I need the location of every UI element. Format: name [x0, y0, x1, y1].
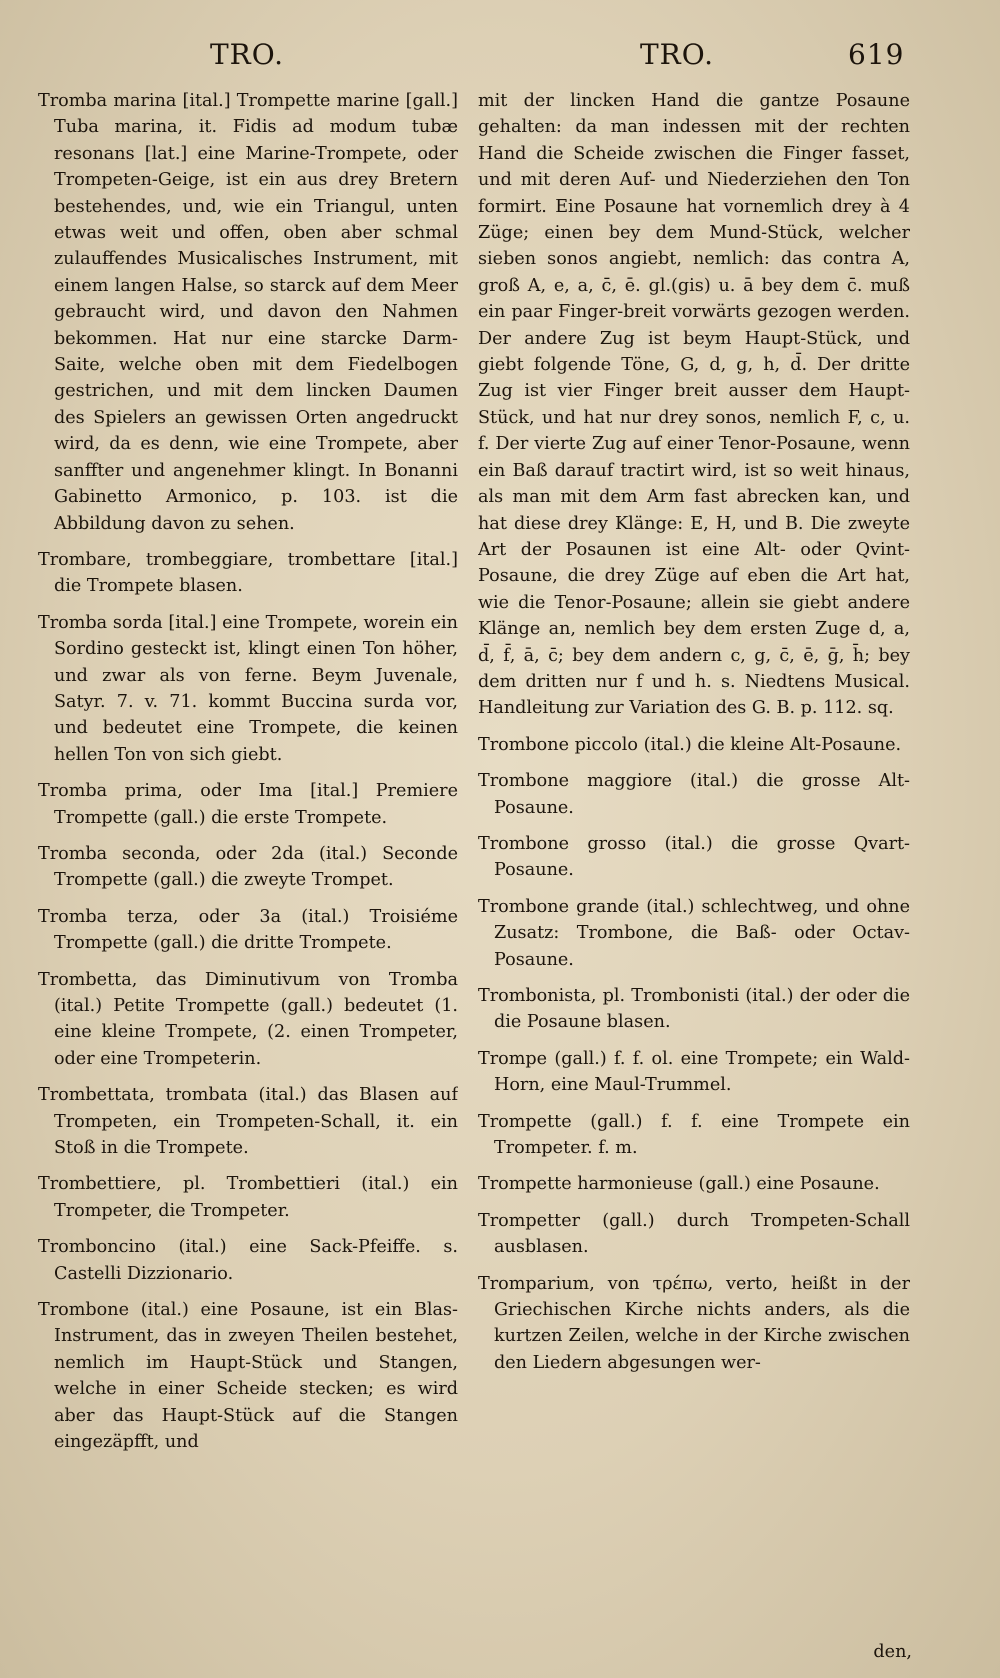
entry-tromba-marina: Tromba marina [ital.] Trompette marine [gall.] Tuba marina, it. Fidis ad modum tubæ resonans [lat.] eine Marine-Trompete, oder Trompeten-Geige, ist ein aus drey Bretern bestehendes, und, wie ein Triangul, unten etwas weit und offen, oben aber schmal zulauffendes Musicalisches Instrument, mit einem langen Halse, so starck auf dem Meer gebraucht wird, und davon den Nahmen bekommen. Hat nur eine starcke Darm-Saite, welche oben mit dem Fiedelbogen gestrichen, und mit dem lincken Daumen des Spielers an gewissen Orten angedruckt wird, da es denn, wie eine Trompete, aber sanffter und angenehmer klingt. In Bonanni Gabinetto Armonico, p. 103. ist die Abbildung davon zu sehen.	[38, 91, 458, 534]
running-head-right: TRO.	[640, 38, 714, 71]
entry-trombone-continued: mit der lincken Hand die gantze Posaune gehalten: da man indessen mit der rechten Hand die Scheide zwischen die Finger fasset, und mit deren Auf- und Niederziehen den Ton formirt. Eine Posaune hat vornemlich drey à 4 Züge; einen bey dem Mund-Stück, welcher sieben sonos angiebt, nemlich: das contra A, groß A, e, a, c̄, ē. gl.(gis) u. ā bey dem c̄. muß ein paar Finger-breit vorwärts gezogen werden. Der andere Zug ist beym Haupt-Stück, und giebt folgende Töne, G, d, g, h, d̄. Der dritte Zug ist vier Finger breit ausser dem Haupt-Stück, und hat nur drey sonos, nemlich F, c, u. f. Der vierte Zug auf einer Tenor-Posaune, wenn ein Baß darauf tractirt wird, ist so weit hinaus, als man mit dem Arm fast abrecken kan, und hat diese drey Klänge: E, H, und B. Die zweyte Art der Posaunen ist eine Alt- oder Qvint-Posaune, die drey Züge auf eben die Art hat, wie die Tenor-Posaune; allein sie giebt andere Klänge an, nemlich bey dem ersten Zuge d, a, d̄, f̄, ā, c̄; bey dem andern c, g, c̄, ē, ḡ, h̄; bey dem dritten nur f und h. s. Niedtens Musical. Handleitung zur Variation des G. B. p. 112. sq.	[478, 91, 910, 719]
entry-trombone-maggiore: Trombone maggiore (ital.) die grosse Alt-Posaune.	[478, 771, 910, 818]
running-head-left: TRO.	[210, 38, 284, 71]
entry-tromba-seconda: Tromba seconda, oder 2da (ital.) Seconde Trompette (gall.) die zweyte Trompet.	[38, 843, 458, 891]
entry-tromba-terza: Tromba terza, oder 3a (ital.) Troisiéme Trompette (gall.) die dritte Trompete.	[38, 906, 458, 954]
entry-trombone: Trombone (ital.) eine Posaune, ist ein Blas-Instrument, das in zweyen Theilen bestehet, nemlich im Haupt-Stück und Stangen, welche in einer Scheide stecken; es wird aber das Haupt-Stück auf die Stangen eingezäpfft, und	[38, 1300, 458, 1453]
entry-tromba-sorda: Tromba sorda [ital.] eine Trompete, worein ein Sordino gesteckt ist, klingt einen Ton höher, und zwar als von ferne. Beym Juvenale, Satyr. 7. v. 71. kommt Buccina surda vor, und bedeutet eine Trompete, die keinen hellen Ton von sich giebt.	[38, 612, 458, 765]
entry-tromba-prima: Tromba prima, oder Ima [ital.] Premiere Trompette (gall.) die erste Trompete.	[38, 781, 458, 828]
entry-trompetter: Trompetter (gall.) durch Trompeten-Schall ausblasen.	[478, 1210, 910, 1258]
entry-trompette-harmonieuse: Trompette harmonieuse (gall.) eine Posaune.	[478, 1174, 880, 1195]
entry-trombare: Trombare, trombeggiare, trombettare [ital.] die Trompete blasen.	[38, 549, 458, 597]
entry-trombone-grosso: Trombone grosso (ital.) die grosse Qvart-Posaune.	[478, 833, 910, 881]
entry-trompette: Trompette (gall.) f. f. eine Trompete ein Trompeter. f. m.	[478, 1111, 910, 1159]
catchword: den,	[873, 1642, 912, 1662]
entry-trombettata: Trombettata, trombata (ital.) das Blasen auf Trompeten, ein Trompeten-Schall, it. ein Stoß in die Trompete.	[38, 1085, 458, 1159]
entry-trombonista: Trombonista, pl. Trombonisti (ital.) der oder die die Posaune blasen.	[478, 986, 910, 1033]
entry-tromboncino: Tromboncino (ital.) eine Sack-Pfeiffe. s. Castelli Dizzionario.	[38, 1237, 458, 1284]
left-column	[38, 88, 458, 1638]
entry-trombone-piccolo: Trombone piccolo (ital.) die kleine Alt-Posaune.	[478, 734, 902, 755]
entry-trombettiere: Trombettiere, pl. Trombettieri (ital.) ein Trompeter, die Trompeter.	[38, 1174, 458, 1221]
entry-trombetta: Trombetta, das Diminutivum von Tromba (ital.) Petite Trompette (gall.) bedeutet (1. eine kleine Trompete, (2. einen Trompeter, oder eine Trompeterin.	[38, 969, 458, 1069]
page-number: 619	[848, 38, 905, 71]
entry-trompe: Trompe (gall.) f. f. ol. eine Trompete; ein Wald-Horn, eine Maul-Trummel.	[478, 1048, 910, 1096]
entry-tromparium: Tromparium, von τρέπω, verto, heißt in der Griechischen Kirche nichts anders, als die kurtzen Zeilen, welche in der Kirche zwischen den Liedern abgesungen wer-	[478, 1273, 910, 1373]
entry-trombone-grande: Trombone grande (ital.) schlechtweg, und ohne Zusatz: Trombone, die Baß- oder Octav-Posaune.	[478, 896, 910, 970]
right-column	[478, 88, 910, 1638]
